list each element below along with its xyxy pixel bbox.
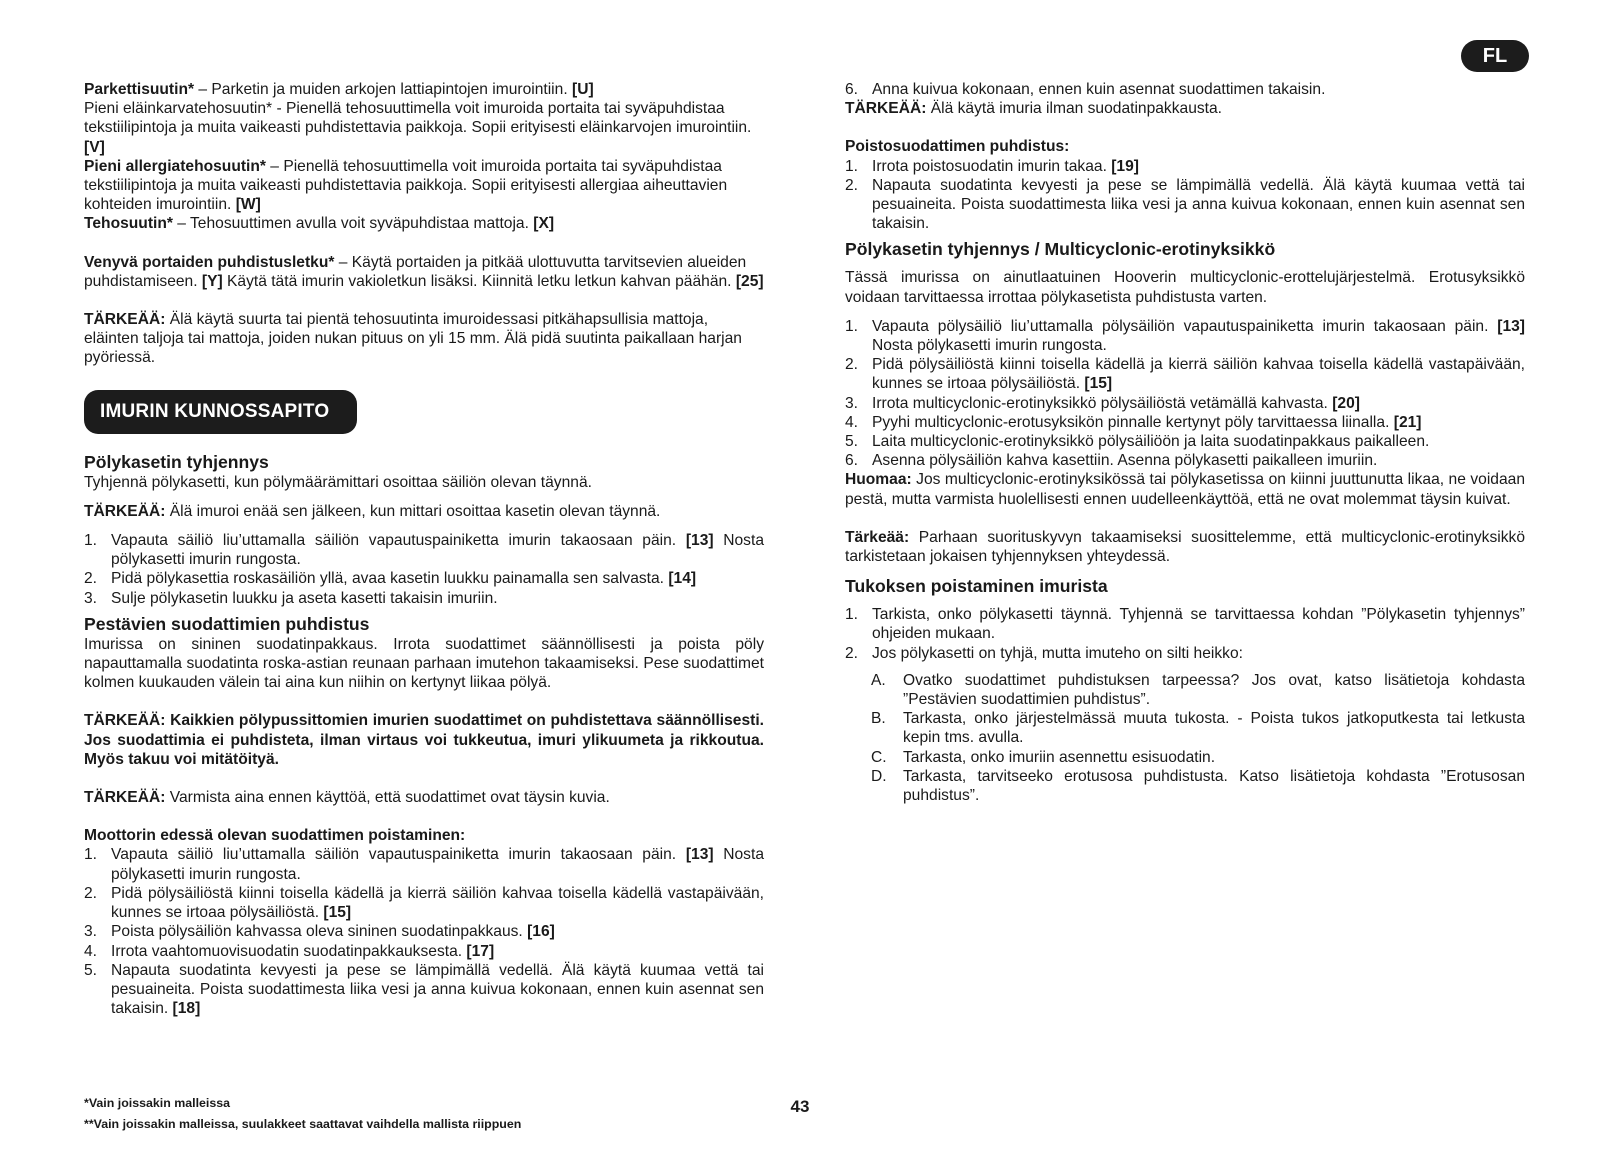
exhaust-steps-list [845,157,1525,234]
heading-multicyclonic: Pölykasetin tyhjennys / Multicyclonic-erotinyksikkö [845,239,1276,260]
list-item: 1. Vapauta säiliö liu’uttamalla säiliön vapautuspainiketta imurin takaosaan päin. [13] Nosta pölykasetti imurin rungosta. [84,532,764,569]
list-item: 2. Pidä pölysäiliöstä kiinni toisella kädellä ja kierrä säiliön kahvaa toisella kädellä vastapäivään, kunnes se irtoaa pölysäiliöstä. [15] [845,356,1525,393]
left-column [84,80,764,1018]
list-item: 3. Irrota multicyclonic-erotinyksikkö pölysäiliöstä vetämällä kahvasta. [20] [845,394,1360,412]
empty-intro: Tyhjennä pölykasetti, kun pölymäärämittari osoittaa säiliön olevan täynnä. [84,473,592,491]
list-item: 6. Asenna pölysäiliön kahva kasettiin. Asenna pölykasetti paikalleen imuriin. [845,452,1378,470]
list-item: 1. Vapauta pölysäiliö liu’uttamalla pölysäiliön vapautuspainiketta imurin takaosaan päin. [13] Nosta pölykasetti imurin rungosta. [845,317,1525,355]
nozzle-desc: Parketin ja muiden arkojen lattiapintojen imurointiin. [211,81,572,98]
motor-steps-list [84,845,764,1018]
multicyclonic-intro: Tässä imurissa on ainutlaatuinen Hooverin multicyclonic-erottelujärjestelmä. Erotusyksikkö voidaan tarvittaessa irrottaa pölykasetista puhdistusta varten. [845,269,1525,306]
heading-exhaust-filter: Poistosuodattimen puhdistus: [845,138,1070,156]
warning-paragraph: TÄRKEÄÄ: Älä käytä suurta tai pientä tehosuutinta imuroidessasi pitkähapsullisia mattoja, eläinten taljoja tai mattoja, joiden nukan pituus on yli 15 mm. Älä pidä suutinta paikallaan harjan pyöriessä. [84,311,742,367]
warning-paragraph: TÄRKEÄÄ: Älä käytä imuria ilman suodatinpakkausta. [845,100,1223,118]
nozzle-desc: Pienellä tehosuuttimella voit imuroida portaita tai syväpuhdistaa tekstiilipintoja ja muita vaikeasti puhdistettavia paikkoja. Sopii erityisesti allergiaa aiheuttavien kohteiden imurointiin. [84,157,728,214]
nozzle-desc: Tehosuuttimen avulla voit syväpuhdistaa mattoja. [190,215,534,233]
list-item: 2. Jos pölykasetti on tyhjä, mutta imuteho on silti heikko: [845,644,1243,662]
list-item: 4. Irrota vaahtomuovisuodatin suodatinpakkauksesta. [17] [84,942,495,960]
blockage-steps-list [845,605,1525,663]
warning-paragraph: TÄRKEÄÄ: Varmista aina ennen käyttöä, että suodattimet ovat täysin kuvia. [84,789,610,807]
multicyclonic-steps-list [845,317,1525,471]
list-item: 3. Poista pölysäiliön kahvassa oleva sininen suodatinpakkaus. [16] [84,923,555,941]
list-item: 3. Sulje pölykasetin luukku ja aseta kasetti takaisin imuriin. [84,589,498,607]
language-badge: FL [1461,40,1529,72]
blockage-substeps-list [871,671,1525,805]
heading-washable-filters: Pestävien suodattimien puhdistus [84,613,370,634]
list-item: C. Tarkasta, onko imuriin asennettu esisuodatin. [871,748,1216,766]
nozzle-desc: Pienellä tehosuuttimella voit imuroida portaita tai syväpuhdistaa tekstiilipintoja ja muita vaikeasti puhdistettavia paikkoja. Sopii erityisesti eläinkarvojen imurointiin. [84,100,752,137]
section-title-maintenance: IMURIN KUNNOSSAPITO [84,390,357,434]
list-item: 5. Napauta suodatinta kevyesti ja pese se lämpimällä vedellä. Älä käytä kuumaa vettä tai pesuaineita. Poista suodattimesta liika vesi ja anna kuivua kokonaan, ennen kuin asennat sen takaisin. [18] [84,961,764,1018]
list-item: 2. Pidä pölykasettia roskasäiliön yllä, avaa kasetin luukku painamalla sen salvasta. [14] [84,570,697,588]
tip-paragraph: Tärkeää: Parhaan suorituskyvyn takaamiseksi suosittelemme, että multicyclonic-erotinyksikkö tarkistetaan jokaisen tyhjennyksen yhteydessä. [845,528,1525,566]
warning-paragraph: TÄRKEÄÄ: Älä imuroi enää sen jälkeen, kun mittari osoittaa kasetin olevan täynnä. [84,502,661,520]
list-item: 1. Vapauta säiliö liu’uttamalla säiliön vapautuspainiketta imurin takaosaan päin. [13] Nosta pölykasetti imurin rungosta. [84,846,764,883]
nozzle-name: Tehosuutin* [84,215,173,233]
page-number: 43 [790,1097,810,1116]
list-item: 1. Tarkista, onko pölykasetti täynnä. Tyhjennä se tarvittaessa kohdan ”Pölykasetin tyhjennys” ohjeiden mukaan. [845,606,1525,643]
nozzle-name: Parkettisuutin* [84,81,195,98]
nozzle-name: Pieni eläinkarvatehosuutin* [84,100,273,118]
list-item: B. Tarkasta, onko järjestelmässä muuta tukosta. - Poista tukos jatkoputkesta tai letkusta kepin tms. avulla. [871,710,1525,747]
nozzle-name: Pieni allergiatehosuutin* [84,157,266,175]
list-item: 5. Laita multicyclonic-erotinyksikkö pölysäiliöön ja laita suodatinpakkaus paikalleen. [845,433,1430,451]
right-column [845,80,1525,805]
list-item: 2. Napauta suodatinta kevyesti ja pese se lämpimällä vedellä. Älä käytä kuumaa vettä tai pesuaineita. Poista suodattimesta liika vesi ja anna kuivua kokonaan, ennen kuin asennat sen takaisin. [845,176,1525,233]
heading-motor-filter: Moottorin edessä olevan suodattimen poistaminen: [84,827,466,845]
list-item: 2. Pidä pölysäiliöstä kiinni toisella kädellä ja kierrä säiliön kahvaa toisella kädellä vastapäivään, kunnes se irtoaa pölysäiliöstä. [15] [84,884,764,922]
footnotes [84,1093,521,1135]
list-item: 6. Anna kuivua kokonaan, ennen kuin asennat suodattimen takaisin. [845,81,1326,98]
stair-hose-paragraph: Venyvä portaiden puhdistusletku* – Käytä portaiden ja pitkää ulottuvutta tarvitsevien alueiden puhdistamiseen. [Y] Käytä tätä imurin vakioletkun lisäksi. Kiinnitä letku letkun kahvan päähän. [25] [84,253,764,290]
nozzle-list: Parkettisuutin* – Parketin ja muiden arkojen lattiapintojen imurointiin. [U] Pieni eläinkarvatehosuutin* - Pienellä tehosuuttimella voit imuroida portaita tai syväpuhdistaa tekstiilipintoja ja muita vaikeasti puhdistettavia paikkoja. Sopii erityisesti eläinkarvojen imurointiin. [V] Pieni allergiatehosuutin* – Pienellä tehosuuttimella voit imuroida portaita tai syväpuhdistaa tekstiilipintoja ja muita vaikeasti puhdistettavia paikkoja. Sopii erityisesti allergiaa aiheuttavien kohteiden imurointiin. [W] Tehosuutin* – Tehosuuttimen avulla voit syväpuhdistaa mattoja. [X] [84,81,752,233]
empty-steps-list [84,531,764,608]
wash-intro: Imurissa on sininen suodatinpakkaus. Irrota suodattimet säännöllisesti ja poista pöly napauttamalla suodatinta roska-astian reunaan parhaan imutehon takaamiseksi. Pese suodattimet kolmen kuukauden välein tai aina kun niihin on kertynyt liikaa pölyä. [84,635,764,692]
footnote: *Vain joissakin malleissa [84,1096,231,1110]
list-item: 4. Pyyhi multicyclonic-erotusyksikön pinnalle kertynyt pöly tarvittaessa liinalla. [21] [845,413,1422,431]
warning-bold-paragraph: TÄRKEÄÄ: Kaikkien pölypussittomien imurien suodattimet on puhdistettava säännöllisesti. Jos suodattimia ei puhdisteta, ilman virtaus voi tukkeutua, imuri ylikuumeta ja rikkoutua. Myös takuu voi mitätöityä. [84,712,764,768]
heading-empty-cassette: Pölykasetin tyhjennys [84,451,269,472]
list-item: D. Tarkasta, tarvitseeko erotusosa puhdistusta. Katso lisätietoja kohdasta ”Erotusosan puhdistus”. [871,767,1525,805]
list-item: 1. Irrota poistosuodatin imurin takaa. [19] [845,157,1139,175]
heading-blockage: Tukoksen poistaminen imurista [845,576,1108,597]
continued-step [845,80,1525,99]
footnote: **Vain joissakin malleissa, suulakkeet saattavat vaihdella mallista riippuen [84,1117,522,1131]
note-paragraph: Huomaa: Jos multicyclonic-erotinyksikössä tai pölykasetissa on kiinni juuttunutta likaa, ne voidaan pestä, mutta varmista huolellisesti ennen uudelleenkäyttöä, että ne ovat molemmat täysin kuivat. [845,471,1525,508]
list-item: A. Ovatko suodattimet puhdistuksen tarpeessa? Jos ovat, katso lisätietoja kohdasta ”Pestävien suodattimien puhdistus”. [871,671,1525,709]
